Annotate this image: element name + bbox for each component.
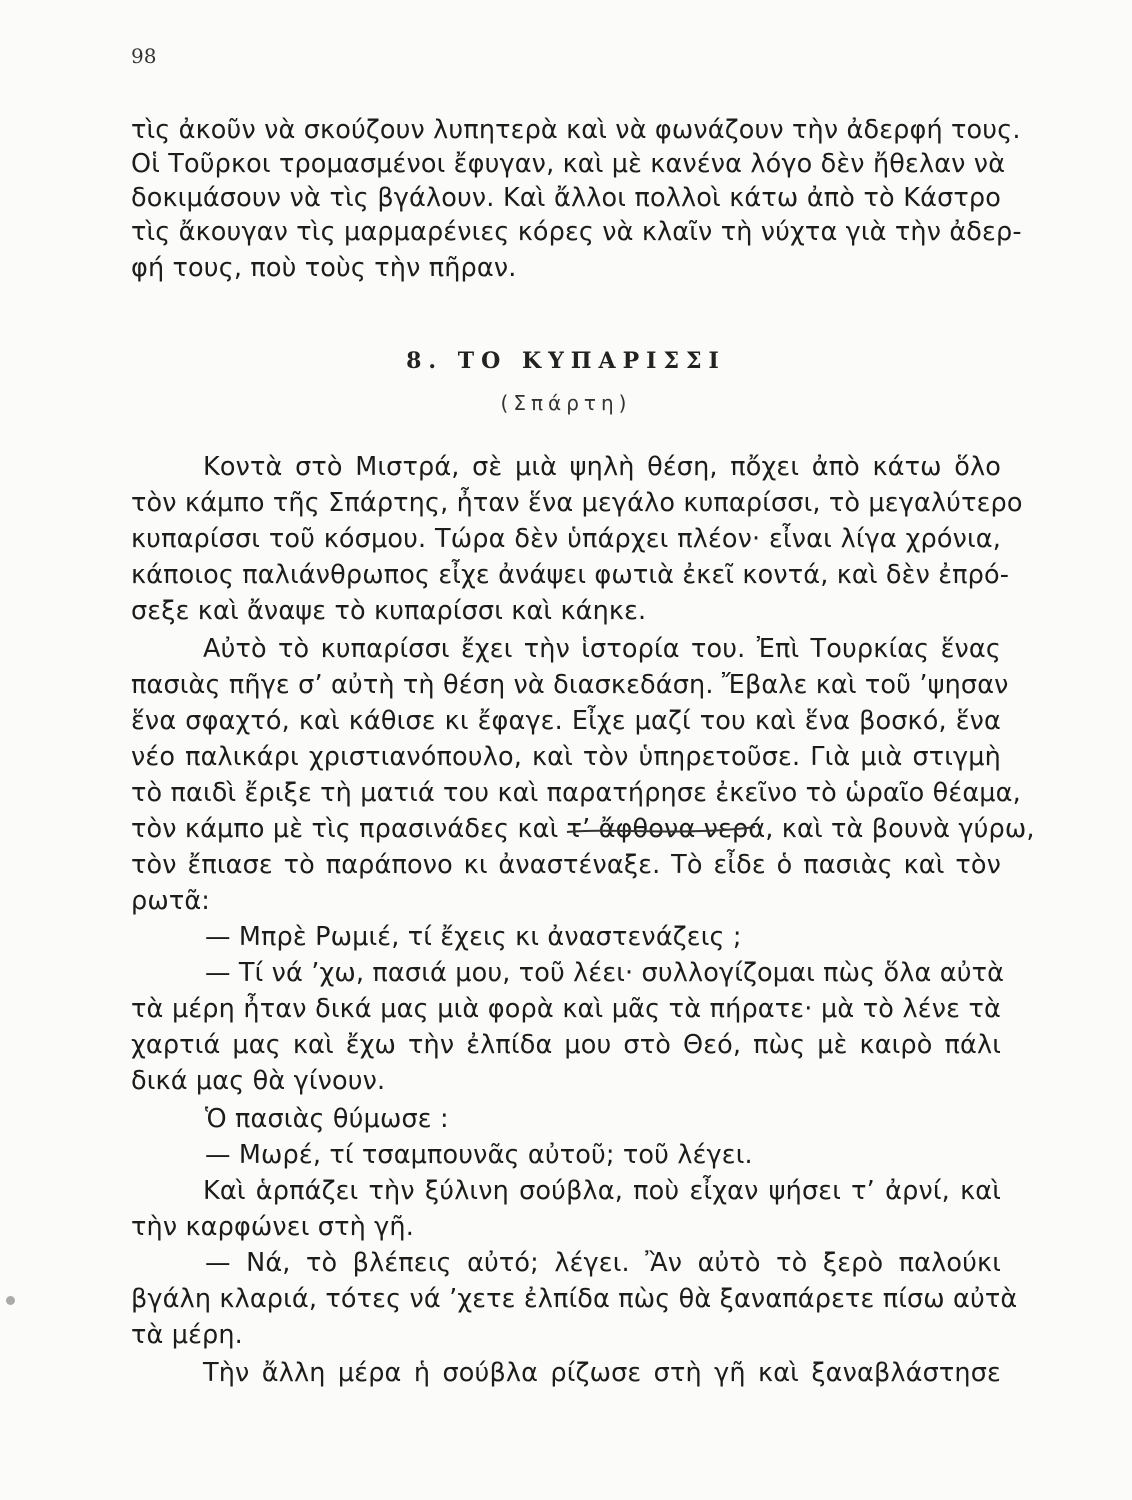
text-line: Οἱ Τοῦρκοι τρομασμένοι ἔφυγαν, καὶ μὲ κανένα λόγο δὲν ἤθελαν νὰ [131, 149, 1006, 179]
text-line: δικά μας θὰ γίνουν. [131, 1066, 386, 1096]
text-line: χαρτιά μας καὶ ἔχω τὴν ἐλπίδα μου στὸ Θεό, πὼς μὲ καιρὸ πάλι [131, 1030, 1001, 1060]
chapter-subheading: (Σπάρτη) [500, 391, 632, 415]
text-line: — Μωρέ, τί τσαμπουνᾶς αὐτοῦ; τοῦ λέγει. [205, 1140, 753, 1170]
text-line: τὴν καρφώνει στὴ γῆ. [131, 1212, 414, 1242]
text-line: ἕνα σφαχτό, καὶ κάθισε κι ἔφαγε. Εἶχε μαζί του καὶ ἕνα βοσκό, ἕνα [131, 706, 1001, 736]
text-line: κάποιος παλιάνθρωπος εἶχε ἀνάψει φωτιὰ ἐκεῖ κοντά, καὶ δὲν ἐπρό- [131, 560, 1010, 590]
text-line: τὸν κάμπο τῆς Σπάρτης, ἦταν ἕνα μεγάλο κυπαρίσσι, τὸ μεγαλύτερο [131, 488, 1023, 518]
text-line: Καὶ ἁρπάζει τὴν ξύλινη σούβλα, ποὺ εἶχαν ψήσει τ’ ἀρνί, καὶ [203, 1176, 1001, 1206]
text-line: — Νά, τὸ βλέπεις αὐτό; λέγει. Ἂν αὐτὸ τὸ ξερὸ παλούκι [205, 1248, 1001, 1278]
text-line: — Μπρὲ Ρωμιέ, τί ἔχεις κι ἀναστενάζεις ; [205, 922, 742, 952]
chapter-heading: 8. ΤΟ ΚΥΠΑΡΙΣΣΙ [406, 348, 726, 374]
text-line: τὶς ἄκουγαν τὶς μαρμαρένιες κόρες νὰ κλαῖν τὴ νύχτα γιὰ τὴν ἀδερ- [131, 217, 1022, 247]
text-line: Αὐτὸ τὸ κυπαρίσσι ἔχει τὴν ἱστορία του. Ἐπὶ Τουρκίας ἕνας [203, 634, 1001, 664]
text-line: τὰ μέρη. [131, 1320, 243, 1350]
text-line: ρωτᾶ: [131, 886, 211, 916]
text-line: τὸν ἔπιασε τὸ παράπονο κι ἀναστέναξε. Τὸ εἶδε ὁ πασιὰς καὶ τὸν [131, 850, 1001, 880]
text-line: τὸν κάμπο μὲ τὶς πρασινάδες καὶ τ’ ἄφθονα νερά, καὶ τὰ βουνὰ γύρω, [131, 814, 1035, 844]
text-line: Ὁ πασιὰς θύμωσε : [205, 1104, 449, 1134]
text-line: Κοντὰ στὸ Μιστρά, σὲ μιὰ ψηλὴ θέση, πὄχει ἀπὸ κάτω ὅλο [203, 452, 1001, 482]
text-line: σεξε καὶ ἄναψε τὸ κυπαρίσσι καὶ κάηκε. [131, 596, 647, 626]
text-line: κυπαρίσσι τοῦ κόσμου. Τώρα δὲν ὑπάρχει πλέον· εἶναι λίγα χρόνια, [131, 524, 1001, 554]
text-line: — Τί νά ’χω, πασιά μου, τοῦ λέει· συλλογίζομαι πὼς ὅλα αὐτὰ [205, 958, 1005, 988]
page-number: 98 [131, 44, 157, 68]
text-line: τὸ παιδὶ ἔριξε τὴ ματιά του καὶ παρατήρησε ἐκεῖνο τὸ ὡραῖο θέαμα, [131, 778, 1021, 808]
text-line: πασιὰς πῆγε σ’ αὐτὴ τὴ θέση νὰ διασκεδάση. Ἔβαλε καὶ τοῦ ’ψησαν [131, 670, 1009, 700]
text-line: τὰ μέρη ἦταν δικά μας μιὰ φορὰ καὶ μᾶς τὰ πήρατε· μὰ τὸ λένε τὰ [131, 994, 1001, 1024]
text-line: δοκιμάσουν νὰ τὶς βγάλουν. Καὶ ἄλλοι πολλοὶ κάτω ἀπὸ τὸ Κάστρο [131, 183, 1001, 213]
margin-dot [6, 1296, 15, 1305]
text-line: νέο παλικάρι χριστιανόπουλο, καὶ τὸν ὑπηρετοῦσε. Γιὰ μιὰ στιγμὴ [131, 742, 1001, 772]
text-line: βγάλη κλαριά, τότες νά ’χετε ἐλπίδα πὼς θὰ ξαναπάρετε πίσω αὐτὰ [131, 1284, 1018, 1314]
text-line: τὶς ἀκοῦν νὰ σκούζουν λυπητερὰ καὶ νὰ φωνάζουν τὴν ἀδερφή τους. [131, 115, 1021, 145]
text-line: Τὴν ἄλλη μέρα ἡ σούβλα ρίζωσε στὴ γῆ καὶ ξαναβλάστησε [203, 1358, 1001, 1388]
text-line: φή τους, ποὺ τοὺς τὴν πῆραν. [131, 253, 517, 283]
